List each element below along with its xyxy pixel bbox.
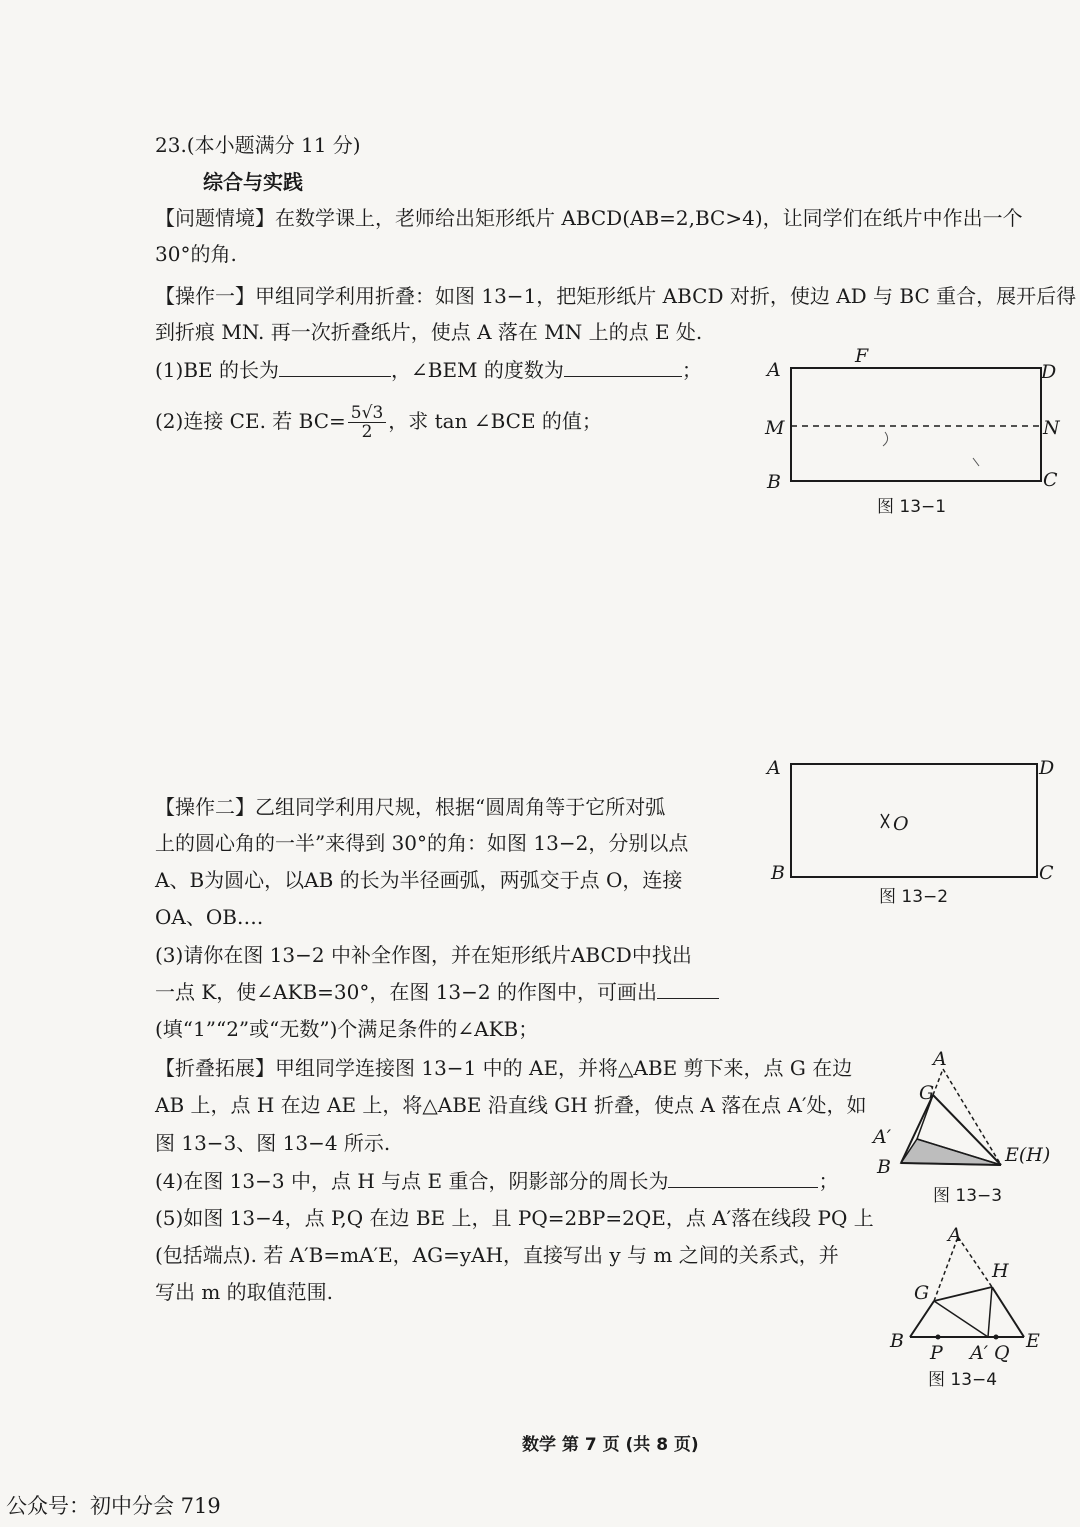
fig4-label-h: H — [992, 1260, 1009, 1282]
q1-blank-be-length[interactable] — [279, 356, 391, 377]
question-4 — [155, 1167, 838, 1195]
fig4-side-ga-prime — [934, 1301, 988, 1337]
q2-fraction-denominator: 2 — [361, 422, 373, 442]
fig2-label-a: A — [767, 757, 781, 779]
figure-13-1 — [755, 340, 1075, 530]
extension-line-3: 图 13−3、图 13−4 所示. — [155, 1131, 391, 1155]
question-5-line-1: (5)如图 13−4，点 P,Q 在边 BE 上，且 PQ=2BP=2QE，点 A′落在线段 PQ 上 — [155, 1206, 874, 1230]
fig3-label-a: A — [933, 1048, 947, 1070]
fig3-label-g: G — [919, 1082, 935, 1104]
fig1-pencil-tick — [973, 458, 979, 466]
q1-blank-angle-bem[interactable] — [564, 356, 682, 377]
fig1-caption: 图 13−1 — [877, 497, 947, 517]
extension-line-2: AB 上，点 H 在边 AE 上，将△ABE 沿直线 GH 折叠，使点 A 落在点 A′处，如 — [155, 1093, 867, 1117]
q2-text-b: ，求 tan ∠BCE 的值； — [388, 409, 602, 433]
fig3-label-a-prime: A′ — [873, 1126, 892, 1148]
fig1-label-f: F — [855, 345, 869, 367]
fig4-dashed-ah — [958, 1237, 992, 1287]
fig4-label-g: G — [914, 1282, 930, 1304]
fig1-label-c: C — [1043, 469, 1058, 491]
fig2-rectangle — [791, 764, 1037, 877]
operation2-line-1: 【操作二】乙组同学利用尺规，根据“圆周角等于它所对弧 — [155, 795, 666, 819]
fig4-label-a-prime: A′ — [970, 1342, 989, 1364]
figure-13-2 — [755, 752, 1075, 917]
fig2-label-d: D — [1039, 757, 1055, 779]
question-3-line-2 — [155, 978, 719, 1006]
question-3-line-1: (3)请你在图 13−2 中补全作图，并在矩形纸片ABCD中找出 — [155, 943, 692, 967]
q2-fraction-numerator: 5√3 — [348, 404, 386, 423]
operation2-line-3: A、B为圆心，以AB 的长为半径画弧，两弧交于点 O，连接 — [155, 868, 683, 892]
question-3-line-3: (填“1”“2”或“无数”)个满足条件的∠AKB； — [155, 1017, 539, 1041]
question-1 — [155, 356, 702, 384]
fig1-label-a: A — [767, 359, 781, 381]
q1-text-c: ； — [681, 358, 702, 382]
fig4-fold-line-gh — [934, 1287, 992, 1301]
figure-13-4 — [880, 1225, 1065, 1395]
operation2-line-2: 上的圆心角的一半”来得到 30°的角：如图 13−2，分别以点 — [155, 831, 689, 855]
fig4-label-q: Q — [994, 1342, 1010, 1364]
q4-blank-perimeter[interactable] — [668, 1167, 818, 1188]
problem-header: 23.(本小题满分 11 分) — [155, 133, 361, 157]
fig4-point-p — [936, 1335, 941, 1340]
question-5-line-3: 写出 m 的取值范围. — [155, 1280, 334, 1304]
fig4-label-b: B — [890, 1330, 904, 1352]
fig2-label-c: C — [1039, 862, 1054, 884]
fig1-label-d: D — [1041, 361, 1057, 383]
fig4-caption: 图 13−4 — [928, 1370, 998, 1390]
question-5-line-2: (包括端点). 若 A′B=mA′E，AG=yAH，直接写出 y 与 m 之间的关系式，并 — [155, 1243, 839, 1267]
section-title: 综合与实践 — [203, 170, 303, 194]
fig1-rectangle — [791, 368, 1041, 481]
fig3-dashed-ga — [933, 1069, 943, 1095]
fig4-side-ha-prime — [988, 1287, 992, 1337]
fig3-label-b: B — [877, 1156, 891, 1178]
fig4-dashed-ga — [934, 1237, 958, 1301]
fig1-label-m: M — [765, 417, 785, 439]
fig2-label-o: O — [893, 813, 909, 835]
fig1-label-n: N — [1043, 417, 1060, 439]
fig3-label-eh: E(H) — [1005, 1144, 1051, 1166]
operation1-line-2: 到折痕 MN. 再一次折叠纸片，使点 A 落在 MN 上的点 E 处. — [155, 320, 703, 344]
fig1-pencil-mark — [883, 432, 888, 446]
fig4-label-a: A — [948, 1225, 962, 1246]
figure-13-3 — [865, 1045, 1070, 1210]
fig4-label-p: P — [930, 1342, 943, 1364]
q1-text-a: (1)BE 的长为 — [155, 358, 279, 382]
fig1-label-b: B — [767, 471, 781, 493]
q4-text: (4)在图 13−3 中，点 H 与点 E 重合，阴影部分的周长为 — [155, 1169, 669, 1193]
fig3-caption: 图 13−3 — [933, 1186, 1003, 1206]
situation-line-1: 【问题情境】在数学课上，老师给出矩形纸片 ABCD(AB=2,BC>4)，让同学们在纸片中作出一个 — [155, 206, 1023, 230]
operation2-line-4: OA、OB…. — [155, 905, 264, 929]
situation-line-2: 30°的角. — [155, 242, 237, 266]
operation1-line-1: 【操作一】甲组同学利用折叠：如图 13−1，把矩形纸片 ABCD 对折，使边 AD 与 BC 重合，展开后得 — [155, 284, 1077, 308]
q2-fraction — [348, 404, 386, 441]
q3-blank-count[interactable] — [657, 978, 719, 999]
q3-text: 一点 K，使∠AKB=30°，在图 13−2 的作图中，可画出 — [155, 980, 657, 1004]
q1-text-b: ，∠BEM 的度数为 — [390, 358, 564, 382]
extension-line-1: 【折叠拓展】甲组同学连接图 13−1 中的 AE，并将△ABE 剪下来，点 G 在边 — [155, 1056, 853, 1080]
fig4-point-q — [994, 1335, 999, 1340]
fig4-side-he — [992, 1287, 1024, 1337]
fig2-caption: 图 13−2 — [879, 887, 949, 907]
page-footer: 数学 第 7 页 (共 8 页) — [522, 1435, 699, 1455]
q4-text-end: ； — [818, 1169, 839, 1193]
question-2 — [155, 404, 602, 441]
fig2-label-b: B — [771, 862, 785, 884]
fig4-label-e: E — [1026, 1330, 1040, 1352]
fig4-side-bg — [910, 1301, 934, 1337]
watermark-text: 公众号：初中分会 719 — [6, 1494, 221, 1518]
q2-text-a: (2)连接 CE. 若 BC= — [155, 409, 346, 433]
